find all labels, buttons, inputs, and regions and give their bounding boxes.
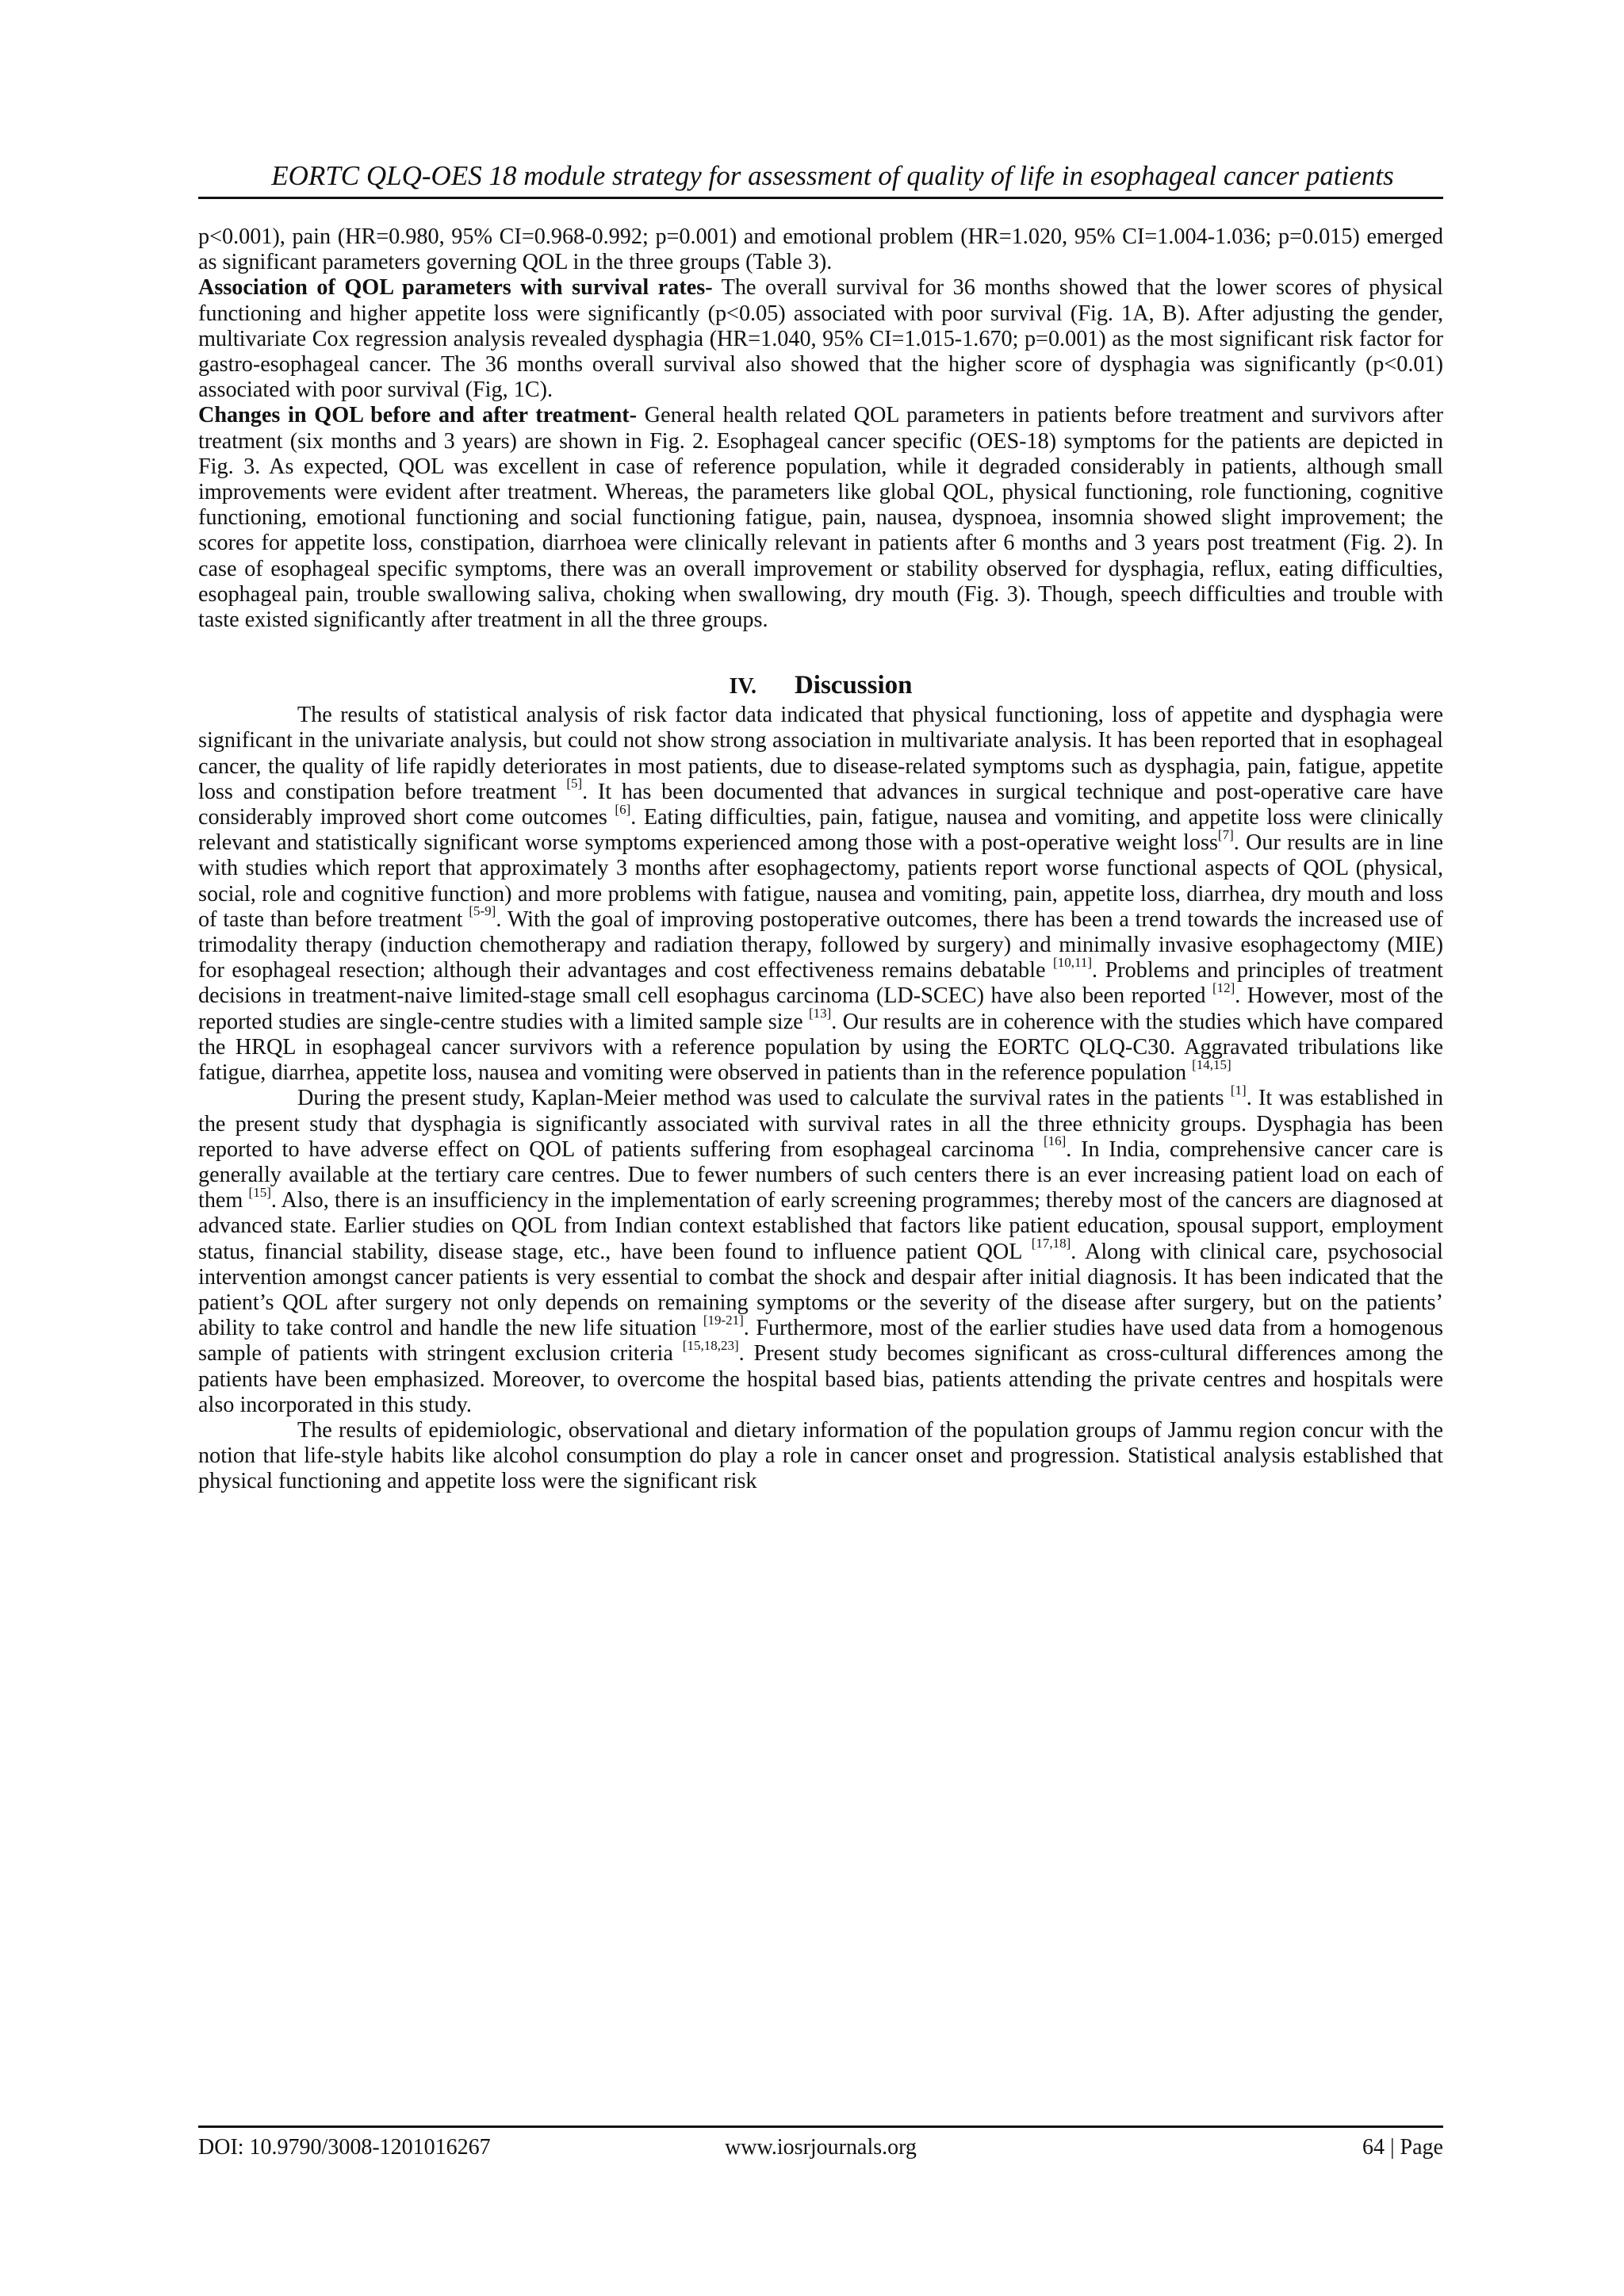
doi-label: DOI: 10.9790/3008-1201016267 — [198, 2135, 491, 2160]
results-paragraph-1: p<0.001), pain (HR=0.980, 95% CI=0.968-0.992; p=0.001) and emotional problem (HR=1.020, 95% CI=1.004-1.036; p=0.015) emerged as significant parameters governing QOL in the three groups (Table 3). — [198, 224, 1443, 275]
page-number: 64 | Page — [1362, 2135, 1443, 2160]
citation: [10,11] — [1053, 954, 1092, 970]
para-text: . Along with clinical care, psychosocial intervention amongst cancer patients is very essential to combat the shock and despair after initial diagnosis. It has been indicated that the patient’s QOL after surgery not only depends on remaining symptoms or the severity of the disease after surgery, but on the patients’ ability to take control and handle the new life situation — [198, 1239, 1443, 1341]
para-text: . Eating difficulties, pain, fatigue, nausea and vomiting, and appetite loss were clinically relevant and statistically significant worse symptoms experienced among those with a post-operative weight loss — [198, 805, 1443, 856]
citation: [5-9] — [469, 903, 496, 919]
para-text: . Our results are in line with studies which report that approximately 3 months after esophagectomy, patients report worse functional aspects of QOL (physical, social, role and cognitive function) and more problems with fatigue, nausea and vomiting, pain, appetite loss, diarrhea, dry mouth and loss of taste than before treatment — [198, 830, 1443, 932]
citation: [6] — [615, 801, 631, 817]
para-text: During the present study, Kaplan-Meier method was used to calculate the survival rates in the patients — [297, 1086, 1231, 1111]
page-footer — [198, 2133, 1443, 2165]
citation: [15] — [248, 1184, 271, 1200]
para-text: . However, most of the reported studies are single-centre studies with a limited sample size — [198, 983, 1443, 1034]
discussion-paragraph-2 — [198, 1082, 1444, 1418]
para-text: . Problems and principles of treatment decisions in treatment-naive limited-stage small cell esophagus carcinoma (LD-SCEC) have also been reported — [198, 958, 1443, 1009]
citation: [12] — [1212, 980, 1235, 996]
discussion-paragraph-1 — [198, 703, 1443, 1086]
treatment-text: General health related QOL parameters in patients before treatment and survivors after treatment (six months and 3 years) are shown in Fig. 2. Esophageal cancer specific (OES-18) symptoms for the patients are depicted in Fig. 3. As expected, QOL was excellent in case of reference population, while it degraded considerably in patients, although small improvements were evident after treatment. Whereas, the parameters like global QOL, physical functioning, role functioning, cognitive functioning, emotional functioning and social functioning fatigue, pain, nausea, dyspnoea, insomnia showed slight improvement; the scores for appetite loss, constipation, diarrhoea were clinically relevant in patients after 6 months and 3 years post treatment (Fig. 2). In case of esophageal specific symptoms, there was an overall improvement or stability observed for dysphagia, reflux, eating difficulties, esophageal pain, trouble swallowing saliva, choking when swallowing, dry mouth (Fig. 3). Though, speech difficulties and trouble with taste existed significantly after treatment in all the three groups. — [198, 403, 1443, 633]
running-header-title: EORTC QLQ-OES 18 module strategy for assessment of quality of life in esophageal cancer patients — [271, 160, 1394, 191]
results-paragraph-3 — [198, 403, 1443, 633]
section-title: Discussion — [794, 671, 913, 700]
article-body — [198, 224, 1443, 1495]
citation: [7] — [1217, 826, 1234, 842]
treatment-subheading: Changes in QOL before and after treatment- — [198, 403, 638, 428]
para-text: . It has been documented that advances in surgical technique and post-operative care have considerably improved short come outcomes — [198, 779, 1443, 830]
para-text: . Present study becomes significant as cross-cultural differences among the patients have been emphasized. Moreover, to overcome the hospital based bias, patients attending the private centres and hospitals were also incorporated in this study. — [198, 1341, 1443, 1417]
para-text: . With the goal of improving postoperative outcomes, there has been a trend towards the increased use of trimodality therapy (induction chemotherapy and radiation therapy, followed by surgery) and minimally invasive esophagectomy (MIE) for esophageal resection; although their advantages and cost effectiveness remains debatable — [198, 907, 1443, 983]
citation: [5] — [566, 776, 583, 792]
para-text: . Furthermore, most of the earlier studies have used data from a homogenous sample of patients with stringent exclusion criteria — [198, 1316, 1444, 1366]
citation: [13] — [808, 1006, 832, 1022]
para-text: The results of statistical analysis of risk factor data indicated that physical functioning, loss of appetite and dysphagia were significant in the univariate analysis, but could not show strong association in multivariate analysis. It has been reported that in esophageal cancer, the quality of life rapidly deteriorates in most patients, due to disease-related symptoms such as dysphagia, pain, fatigue, appetite loss and constipation before treatment — [198, 703, 1443, 804]
citation: [17,18] — [1031, 1236, 1071, 1251]
footer-rule — [198, 2125, 1443, 2128]
survival-text: The overall survival for 36 months showed that the lower scores of physical functioning and higher appetite loss were significantly (p<0.05) associated with poor survival (Fig. 1A, B). After adjusting the gender, multivariate Cox regression analysis revealed dysphagia (HR=1.040, 95% CI=1.015-1.670; p=0.001) as the most significant risk factor for gastro-esophageal cancer. The 36 months overall survival also showed that the higher score of dysphagia was significantly (p<0.01) associated with poor survival (Fig, 1C). — [198, 275, 1444, 403]
section-number: IV. — [729, 674, 756, 700]
citation: [14,15] — [1192, 1056, 1231, 1072]
citation: [19-21] — [703, 1312, 744, 1328]
results-paragraph-2 — [198, 275, 1443, 403]
header-rule — [198, 197, 1443, 199]
para-text: . Our results are in coherence with the studies which have compared the HRQL in esophageal cancer survivors with a reference population by using the EORTC QLQ-C30. Aggravated tribulations like fatigue, diarrhea, appetite loss, nausea and vomiting were observed in patients than in the reference population — [198, 1009, 1444, 1086]
survival-subheading: Association of QOL parameters with survival rates- — [198, 275, 713, 301]
citation: [16] — [1043, 1133, 1067, 1149]
discussion-heading — [198, 669, 1443, 703]
para-text: . Also, there is an insufficiency in the implementation of early screening programmes; thereby most of the cancers are diagnosed at advanced state. Earlier studies on QOL from Indian context established that factors like patient education, spousal support, employment status, financial stability, disease stage, etc., have been found to influence patient QOL — [198, 1188, 1443, 1264]
discussion-paragraph-3: The results of epidemiologic, observational and dietary information of the population groups of Jammu region concur with the notion that life-style habits like alcohol consumption do play a role in cancer onset and progression. Statistical analysis established that physical functioning and appetite loss were the significant risk — [198, 1417, 1443, 1494]
citation: [15,18,23] — [682, 1337, 739, 1353]
para-text: . In India, comprehensive cancer care is generally available at the tertiary care centres. Due to fewer numbers of such centers there is an ever increasing patient load on each of them — [198, 1137, 1443, 1213]
journal-website-link[interactable]: www.iosrjournals.org — [725, 2135, 917, 2160]
citation: [1] — [1230, 1082, 1247, 1098]
para-text: . It was established in the present study that dysphagia is significantly associated with survival rates in all the three ethnicity groups. Dysphagia has been reported to have adverse effect on QOL of patients suffering from esophageal carcinoma — [198, 1086, 1444, 1162]
